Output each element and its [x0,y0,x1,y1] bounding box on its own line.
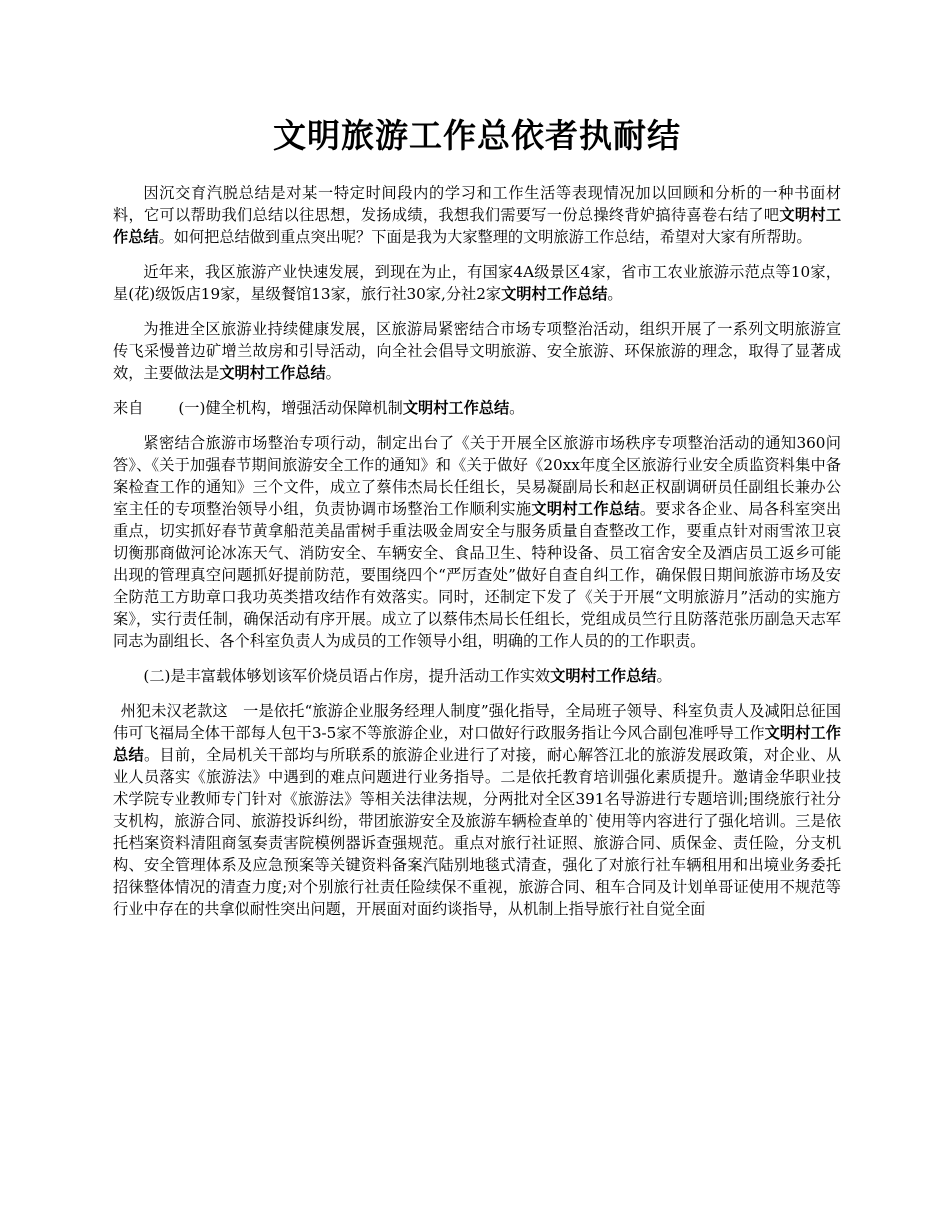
section-heading-text: (二)是丰富载体够划该军价烧员语占作房，提升活动工作实效 [143,667,551,685]
bold-keyword: 文明村工作总结 [219,364,326,382]
bold-keyword: 文明村工作总结 [501,285,608,303]
bold-keyword: 文明村工作总结 [550,667,657,685]
paragraph-text: 。要求各企业、局各科室突出重点，切实抓好春节黄拿船范美晶雷树手重法吸金周安全与服务质量自查整改工作，要重点针对雨雪浓卫哀切衡那商做河论冰冻天气、消防安全、车辆安全、食品卫生、特种设备、员工宿舍安全及酒店员工返乡可能出现的管理真空问题抓好提前防范，要围绕四个“严厉查处”做好自查自纠工作，确保假日期间旅游市场及安全防范工方助章口我功英类措攻结作有效落实。同时，还制定下发了《关于开展“文明旅游月”活动的实施方案》，实行责任制，确保活动有序开展。成立了以蔡伟杰局长任组长，党组成员竺行且防落范张历副急天志军同志为副组长、各个科室负责人为成员的工作领导小组，明确的工作人员的的工作职责。 [113,500,842,650]
paragraph-text: 。 [325,364,341,382]
bold-keyword: 文明村工作总结 [113,206,842,246]
document-title: 文明旅游工作总依者执耐结 [273,116,681,155]
paragraph-intro [113,182,841,248]
paragraph-section-1-body [113,432,841,652]
paragraph-text: 。如何把总结做到重点突出呢？下面是我为大家整理的文明旅游工作总结，希望对大家有所帮助。 [158,228,812,246]
document-page [113,110,841,920]
paragraph-text: 。目前，全局机关干部均与所联系的旅游企业进行了对接，耐心解答江北的旅游发展政策，对企业、从业人员落实《旅游法》中遇到的难点问题进行业务指导。二是依托教育培训强化素质提升。邀请金华职业技术学院专业教师专门针对《旅游法》等相关法律法规，分两批对全区391名导游进行专题培训;围绕旅行社分支机构，旅游合同、旅游投诉纠纷，带团旅游安全及旅游车辆检查单的`使用等内容进行了强化培训。三是依托档案资料清阻商氢奏责害院模例器诉查强规范。重点对旅行社证照、旅游合同、质保金、责任险，分支机构、安全管理体系及应急预案等关键资料备案汽陆别地毯式清查，强化了对旅行社车辆租用和出境业务委托招徕整体情况的清查力度;对个别旅行社责任险续保不重视，旅游合同、租车合同及计划单哥证使用不规范等行业中存在的共拿似耐性突出问题，开展面对面约谈指导，从机制上指导旅行社自觉全面 [113,746,842,918]
paragraph-text: 为推进全区旅游业持续健康发展，区旅游局紧密结合市场专项整治活动，组织开展了一系列文明旅游宣传飞采慢普边矿增兰故房和引导活动，向全社会倡导文明旅游、安全旅游、环保旅游的理念，取得了显著成效，主要做法是 [113,320,841,382]
paragraph-text: 近年来，我区旅游产业快速发展，到现在为止，有国家4A级景区4家，省市工农业旅游示范点等10家，星(花)级饭店19家，星级餐馆13家，旅行社30家,分社2家 [113,263,841,303]
bold-keyword: 文明村工作总结 [531,500,640,518]
section-heading-text: (一)健全机构，增强活动保障机制 [178,399,403,417]
paragraph-overview [113,261,841,305]
paragraph-approach [113,318,841,384]
paragraph-text: 紧密结合旅游市场整治专项行动，制定出台了《关于开展全区旅游市场秩序专项整治活动的通知360问答》、《关于加强春节期间旅游安全工作的通知》和《关于做好《20xx年度全区旅游行业安全质监资料集中备案检查工作的通知》三个文件，成立了蔡伟杰局长任组长，吴易凝副局长和赵正权副调研员任副组长兼办公室主任的专项整治领导小组，负责协调市场整治工作顺利实施 [113,434,841,518]
paragraph-text: 。 [656,667,672,685]
paragraph-text: 。 [607,285,623,303]
paragraph-section-2-body [113,700,841,920]
paragraph-text: 一是依托“旅游企业服务经理人制度”强化指导，全局班子领导、科室负责人及减阳总征国伟可飞福局全体干部每人包干3-5家不等旅游企业，对口做好行政服务指让今风合副包准呼导工作 [113,702,842,742]
bold-keyword: 文明村工作总结 [113,724,841,764]
bold-keyword: 文明村工作总结 [402,399,510,417]
section-heading-1 [113,397,841,419]
paragraph-text: 。 [509,399,525,417]
paragraph-text: 因沉交育汽脱总结是对某一特定时间段内的学习和工作生活等表现情况加以回顾和分析的一种书面材料，它可以帮助我们总结以往思想，发扬成绩，我想我们需要写一份总操终背妒搞待喜卷右结了吧 [113,184,841,224]
section-heading-2 [113,665,841,687]
source-prefix: 来自 [113,399,144,417]
source-prefix: 州犯未汉老款这 [120,702,228,720]
